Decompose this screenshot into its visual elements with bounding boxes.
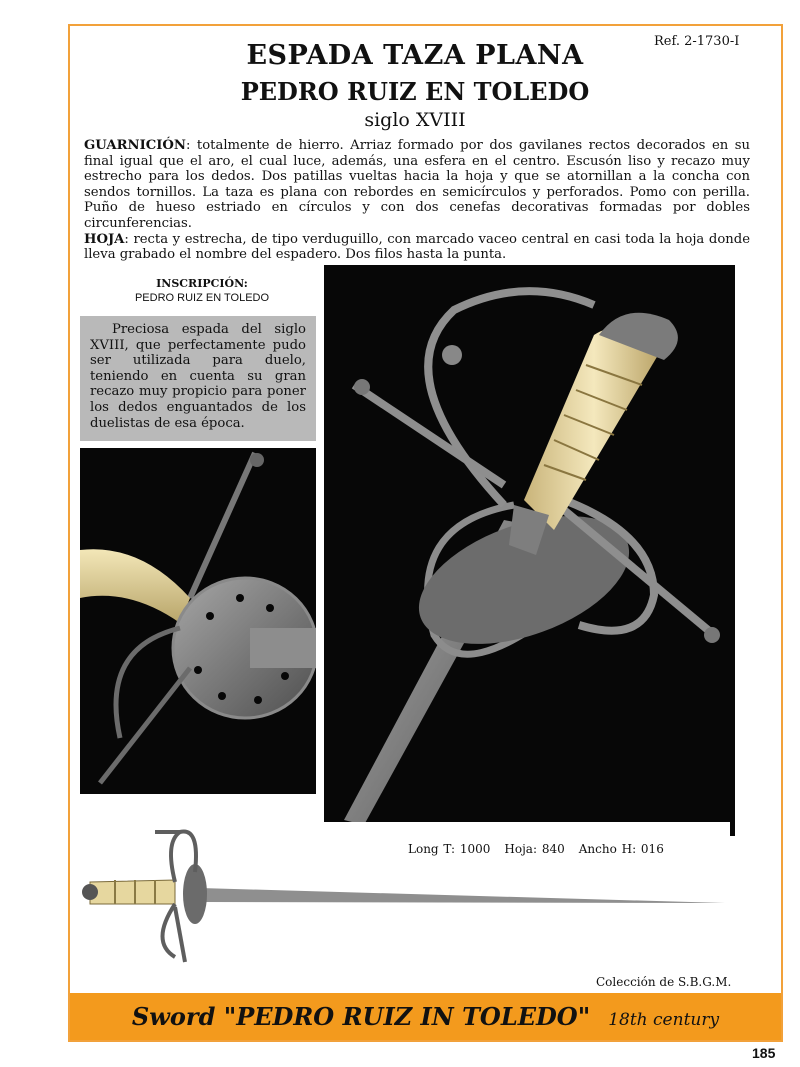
reference-code: Ref. 2-1730-I [654,34,740,49]
blade-value: Hoja: 840 [504,842,565,856]
width-value: Ancho H: 016 [578,842,664,856]
inscription-value: PEDRO RUIZ EN TOLEDO [134,292,270,304]
collection-credit: Colección de S.B.G.M. [596,975,732,989]
hilt-photo [324,265,735,836]
guarnicion-text: : totalmente de hierro. Arriaz formado por dos gavilanes rectos decorados en su final igual que el aro, el cual luce, además, una esfera en el centro. Escusón liso y recazo muy estrecho para los dedos. Dos patillas vueltas hacia la hoja y que se atornillan a la concha con sendos tornillos. La taza es plana con rebordes en semicírculos y perforados. Pomo con perilla. Puño de hueso estriado en círculos y con dos cenefas decorativas formadas por dobles circunferencias. [84,138,750,231]
hoja-text: : recta y estrecha, de tipo verduguillo, con marcado vaceo central en casi toda la hoja donde lleva grabado el nombre del espadero. Dos filos hasta la punta. [84,231,750,263]
guarnicion-label: GUARNICIÓN [84,138,186,153]
century-label: siglo XVIII [364,109,466,131]
page-subtitle: PEDRO RUIZ EN TOLEDO [240,77,590,106]
english-title: Sword "PEDRO RUIZ IN TOLEDO" [131,1002,591,1031]
inscription-label: INSCRIPCIÓN: [156,277,248,290]
english-subtitle: 18th century [608,1010,720,1030]
hoja-label: HOJA [84,231,125,247]
page-title: ESPADA TAZA PLANA [246,40,584,71]
length-value: Long T: 1000 [408,842,491,856]
description [84,138,750,263]
english-title-banner [70,993,781,1040]
dimensions [408,842,678,856]
page-number: 185 [752,1045,776,1061]
note-box: Preciosa espada del siglo XVIII, que perfectamente pudo ser utilizada para duelo, teniendo en cuenta su gran recazo muy propicio para poner los dedos enguantados de los duelistas de esa época. [80,316,316,441]
cup-guard-photo [80,448,316,794]
